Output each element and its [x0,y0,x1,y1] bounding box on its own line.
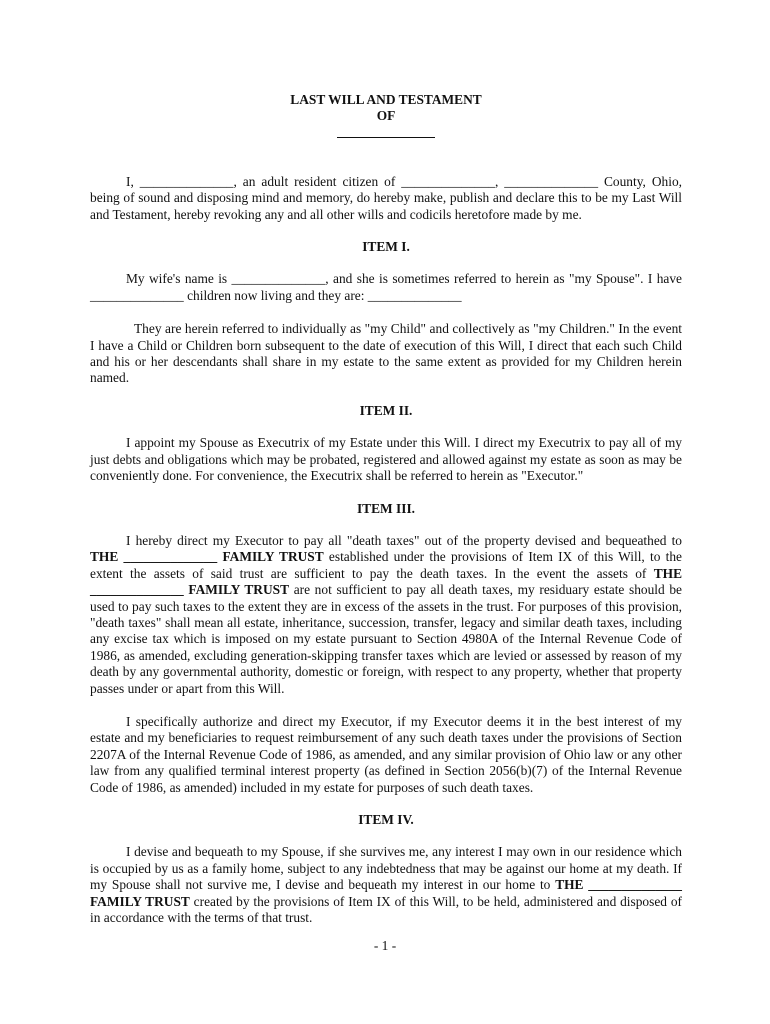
item-3-heading: ITEM III. [356,500,416,516]
page-number: - 1 - [373,938,397,953]
item-3-trust-name-2: THE ______________ FAMILY TRUST [90,565,682,598]
document-title-of: OF [376,108,396,124]
item-3-paragraph-2: I specifically authorize and direct my Executor, if my Executor deems it in the best interest of my estate and my beneficiaries to request reimbursement of any such death taxes under the provisions of Section 2207A of the Internal Revenue Code of 1986, as amended, and any similar provision of Ohio law or any other law from any qualified terminal interest property (as defined in Section 2056(b)(7) of the Internal Revenue Code of 1986, as amended) included in my estate for purposes of such death taxes. [90,713,682,795]
item-3-text-a: I hereby direct my Executor to pay all "death taxes" out of the property devised and bequeathed to [126,532,682,548]
item-1-paragraph-1: My wife's name is ______________, and she is sometimes referred to herein as "my Spouse". I have ______________ children now living and they are: ______________ [90,271,682,303]
item-3-text-b: established under the provisions of Item IX of this Will, to the extent the assets of said trust are sufficient to pay the death taxes. In the event the assets of [90,549,682,581]
item-1-heading: ITEM I. [362,239,410,255]
item-3-paragraph-1 [90,533,682,697]
will-document [90,92,682,926]
item-1-paragraph-2: They are herein referred to individually as "my Child" and collectively as "my Children." In the event I have a Child or Children born subsequent to the date of execution of this Will, I direct that each such Child and his or her descendants shall share in my estate to the same extent as provided for my Children herein named. [90,321,682,386]
intro-paragraph: I, ______________, an adult resident citizen of ______________, ______________ County, Ohio, being of sound and disposing mind and memory, do hereby make, publish and declare this to be my Last Will and Testament, hereby revoking any and all other wills and codicils heretofore made by me. [90,173,682,222]
item-4-paragraph-1 [90,844,682,926]
testator-name-blank [337,127,435,138]
item-4-text-a: I devise and bequeath to my Spouse, if she survives me, any interest I may own in our residence which is occupied by us as a family home, subject to any indebtedness that may be against our home at my death. If my Spouse shall not survive me, I devise and bequeath my interest in our home to [90,844,682,893]
item-2-heading: ITEM II. [359,402,413,418]
item-2-paragraph-1: I appoint my Spouse as Executrix of my Estate under this Will. I direct my Executrix to pay all of my just debts and obligations which may be probated, registered and allowed against my estate as soon as may be conveniently done. For convenience, the Executrix shall be referred to herein as "Executor." [90,435,682,484]
item-3-text-c: are not sufficient to pay all death taxes, my residuary estate should be used to pay such taxes to the extent they are in excess of the assets in the trust. For purposes of this provision, "death taxes" shall mean all estate, inheritance, succession, transfer, legacy and similar death taxes, including any excise tax which is imposed on my estate pursuant to Section 4980A of the Internal Revenue Code of 1986, as amended, excluding generation-skipping transfer taxes which are levied or assessed by reason of my death by any governmental authority, domestic or foreign, with respect to any property, whether that property passes under or apart from this Will. [90,582,683,696]
document-title: LAST WILL AND TESTAMENT [290,92,482,107]
item-3-trust-name-1: THE ______________ FAMILY TRUST [90,549,324,565]
item-4-text-b: created by the provisions of Item IX of this Will, to be held, administered and disposed of in accordance with the terms of that trust. [90,893,682,926]
item-4-trust-name: THE ______________ FAMILY TRUST [90,877,682,909]
item-4-heading: ITEM IV. [358,812,414,827]
